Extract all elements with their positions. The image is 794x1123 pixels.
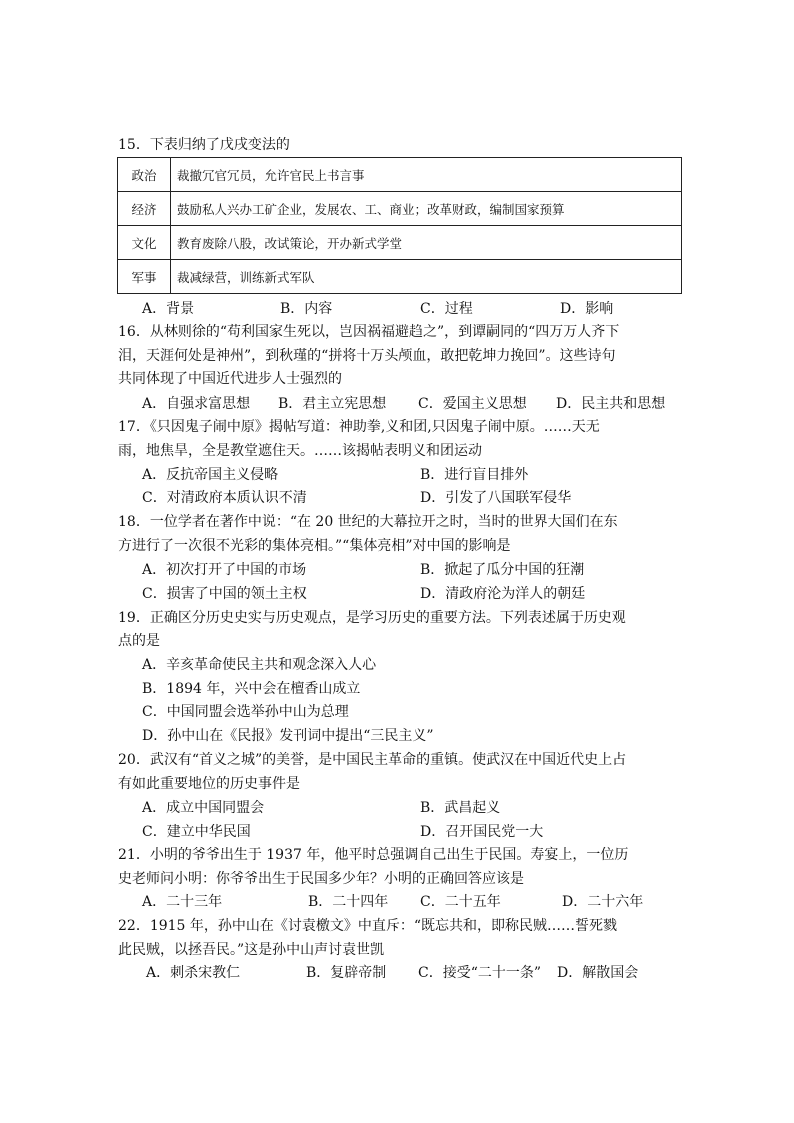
q17-option-c: C．对清政府本质认识不清 bbox=[142, 490, 307, 506]
table-content: 裁撤冗官冗员，允许官民上书言事 bbox=[171, 158, 682, 192]
q21-option-b: B．二十四年 bbox=[308, 894, 389, 910]
q22-line-2: 此民贼，以拯吾民。”这是孙中山声讨袁世凯 bbox=[118, 942, 385, 958]
table-content: 教育废除八股，改试策论，开办新式学堂 bbox=[171, 226, 682, 260]
q20-option-d: D．召开国民党一大 bbox=[420, 824, 544, 840]
table-category: 文化 bbox=[118, 226, 171, 260]
q17-option-a: A．反抗帝国主义侵略 bbox=[142, 467, 279, 483]
table-row bbox=[118, 226, 682, 260]
q18-option-b: B．掀起了瓜分中国的狂潮 bbox=[420, 562, 585, 578]
q19-line-1: 19．正确区分历史史实与历史观点，是学习历史的重要方法。下列表述属于历史观 bbox=[118, 610, 626, 626]
q21-line-1: 21．小明的爷爷出生于 1937 年，他平时总强调自己出生于民国。寿宴上，一位历 bbox=[118, 847, 629, 863]
q17-line-1: 17．《只因鬼子闹中原》揭帖写道：神助拳,义和团,只因鬼子闹中原。……天无 bbox=[118, 419, 600, 435]
table-row bbox=[118, 158, 682, 192]
q22-option-c: C．接受“二十一条” bbox=[418, 965, 542, 981]
q21-option-d: D．二十六年 bbox=[562, 894, 644, 910]
q22-line-1: 22．1915 年，孙中山在《讨袁檄文》中直斥：“既忘共和，即称民贼……誓死戮 bbox=[118, 918, 618, 934]
table-category: 经济 bbox=[118, 192, 171, 226]
q20-line-1: 20．武汉有“首义之城”的美誉，是中国民主革命的重镇。使武汉在中国近代史上占 bbox=[118, 752, 627, 768]
q19-option-d: D．孙中山在《民报》发刊词中提出“三民主义” bbox=[142, 728, 434, 744]
q22-option-a: A．刺杀宋教仁 bbox=[146, 965, 241, 981]
q19-option-c: C．中国同盟会选举孙中山为总理 bbox=[142, 704, 349, 720]
table-row bbox=[118, 192, 682, 226]
q20-line-2: 有如此重要地位的历史事件是 bbox=[118, 776, 300, 792]
q15-reform-table bbox=[117, 157, 682, 294]
table-category: 政治 bbox=[118, 158, 171, 192]
q19-option-b: B．1894 年，兴中会在檀香山成立 bbox=[142, 681, 361, 697]
q19-option-a: A．辛亥革命使民主共和观念深入人心 bbox=[142, 657, 377, 673]
q15-option-a: A．背景 bbox=[142, 301, 195, 317]
q15-option-c: C．过程 bbox=[420, 301, 473, 317]
q16-line-3: 共同体现了中国近代进步人士强烈的 bbox=[118, 371, 342, 387]
q16-line-1: 16．从林则徐的“苟利国家生死以，岂因祸福避趋之”，到谭嗣同的“四万万人齐下 bbox=[118, 324, 620, 340]
q18-line-1: 18．一位学者在著作中说：“在 20 世纪的大幕拉开之时，当时的世界大国们在东 bbox=[118, 514, 618, 530]
q15-option-d: D．影响 bbox=[560, 301, 614, 317]
table-row bbox=[118, 260, 682, 294]
q21-line-2: 史老师问小明：你爷爷出生于民国多少年？小明的正确回答应该是 bbox=[118, 871, 524, 887]
q16-option-a: A．自强求富思想 bbox=[142, 396, 251, 412]
q16-option-b: B．君主立宪思想 bbox=[278, 396, 387, 412]
q21-option-c: C．二十五年 bbox=[420, 894, 501, 910]
q16-option-c: C．爱国主义思想 bbox=[418, 396, 527, 412]
q20-option-a: A．成立中国同盟会 bbox=[142, 800, 265, 816]
q16-option-d: D．民主共和思想 bbox=[556, 396, 666, 412]
q17-option-d: D．引发了八国联军侵华 bbox=[420, 490, 572, 506]
q18-option-a: A．初次打开了中国的市场 bbox=[142, 562, 307, 578]
q15-option-b: B．内容 bbox=[280, 301, 333, 317]
q18-option-d: D．清政府沦为洋人的朝廷 bbox=[420, 586, 586, 602]
q22-option-d: D．解散国会 bbox=[557, 965, 639, 981]
q20-option-c: C．建立中华民国 bbox=[142, 824, 251, 840]
table-content: 裁减绿营，训练新式军队 bbox=[171, 260, 682, 294]
q19-line-2: 点的是 bbox=[118, 633, 160, 649]
q18-line-2: 方进行了一次很不光彩的集体亮相。”“集体亮相”对中国的影响是 bbox=[118, 538, 511, 554]
table-category: 军事 bbox=[118, 260, 171, 294]
q18-option-c: C．损害了中国的领土主权 bbox=[142, 586, 307, 602]
q22-option-b: B．复辟帝制 bbox=[306, 965, 387, 981]
q16-line-2: 泪，天涯何处是神州”，到秋瑾的“拼将十万头颅血，敢把乾坤力挽回”。这些诗句 bbox=[118, 348, 616, 364]
q17-option-b: B．进行盲目排外 bbox=[420, 467, 529, 483]
q15-stem: 15．下表归纳了戊戌变法的 bbox=[118, 137, 290, 153]
q20-option-b: B．武昌起义 bbox=[420, 800, 501, 816]
table-content: 鼓励私人兴办工矿企业，发展农、工、商业；改革财政，编制国家预算 bbox=[171, 192, 682, 226]
q17-line-2: 雨，地焦旱，全是教堂遮住天。……该揭帖表明义和团运动 bbox=[118, 443, 482, 459]
q21-option-a: A．二十三年 bbox=[142, 894, 223, 910]
